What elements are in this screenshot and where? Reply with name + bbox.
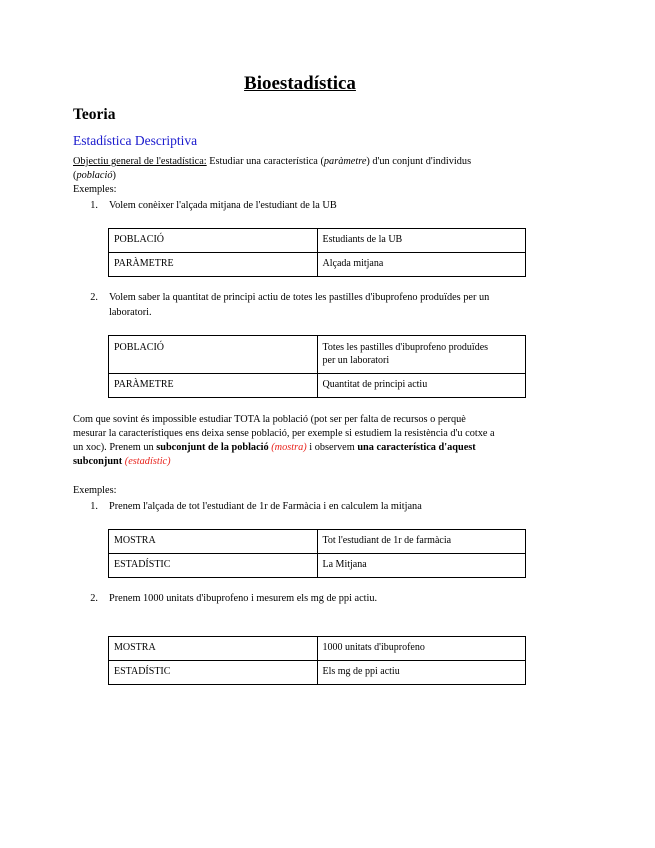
table-cell: MOSTRA <box>109 530 318 554</box>
objective-text-1: Estudiar una característica ( <box>206 156 324 167</box>
list-number: 2. <box>90 292 98 303</box>
table-cell: 1000 unitats d'ibuprofeno <box>317 637 526 661</box>
example-2-line-1: Volem saber la quantitat de principi actiu de totes les pastilles d'ibuprofeno produïdes per un <box>109 292 490 303</box>
document-title: Bioestadística <box>244 73 356 94</box>
table-cell: ESTADÍSTIC <box>109 661 318 685</box>
table-row <box>109 637 526 661</box>
table-cell: Els mg de ppi actiu <box>317 661 526 685</box>
table-cell <box>317 336 526 374</box>
list-number: 1. <box>90 501 98 512</box>
list-number: 1. <box>90 200 98 211</box>
sample-term: (mostra) <box>271 442 307 453</box>
subset-term: subconjunt de la població <box>156 442 269 453</box>
table-row <box>109 229 526 253</box>
paragraph-line-4 <box>73 455 171 469</box>
table-cell: PARÀMETRE <box>109 374 318 398</box>
table-row <box>109 374 526 398</box>
table-row <box>109 530 526 554</box>
objective-label: Objectiu general de l'estadística: <box>73 156 207 167</box>
table-row <box>109 336 526 374</box>
paragraph-line-3 <box>73 441 476 455</box>
parameter-word: paràmetre <box>323 156 367 167</box>
table-cell: Alçada mitjana <box>317 253 526 277</box>
objective-text-3: ( <box>73 170 77 181</box>
subset-word: subconjunt <box>73 456 123 467</box>
table-cell: POBLACIÓ <box>109 336 318 374</box>
table-poblacio-ibuprofeno <box>108 335 526 398</box>
table-cell: La Mitjana <box>317 554 526 578</box>
cell-line: Totes les pastilles d'ibuprofeno produïdes <box>322 342 489 353</box>
examples-label: Exemples: <box>73 485 117 496</box>
population-word: població <box>76 170 113 181</box>
example-1-text: Volem conèixer l'alçada mitjana de l'estudiant de la UB <box>109 200 337 211</box>
list-number: 2. <box>90 593 98 604</box>
statistic-term: (estadístic) <box>124 456 171 467</box>
examples-label: Exemples: <box>73 184 117 195</box>
table-mostra-ibuprofeno <box>108 636 526 685</box>
example-3-text: Prenem l'alçada de tot l'estudiant de 1r de Farmàcia i en calculem la mitjana <box>109 501 422 512</box>
table-poblacio-ub <box>108 228 526 277</box>
paragraph-line-2: mesurar la característiques ens deixa sense població, per exemple si estudiem la resistència d'u cotxe a <box>73 428 495 439</box>
table-cell: POBLACIÓ <box>109 229 318 253</box>
table-cell: MOSTRA <box>109 637 318 661</box>
table-row <box>109 554 526 578</box>
example-2-line-2: laboratori. <box>109 307 152 318</box>
table-cell: Quantitat de principi actiu <box>317 374 526 398</box>
objective-text-2: ) d'un conjunt d'individus <box>366 156 472 167</box>
table-row <box>109 253 526 277</box>
table-cell: ESTADÍSTIC <box>109 554 318 578</box>
subsection-heading: Estadística Descriptiva <box>73 133 198 148</box>
characteristic-term: una característica d'aquest <box>357 442 476 453</box>
cell-line: per un laboratori <box>322 354 390 366</box>
table-mostra-farmacia <box>108 529 526 578</box>
paragraph-line-1: Com que sovint és impossible estudiar TOTA la població (pot ser per falta de recursos o perquè <box>73 414 466 425</box>
objective-line-1 <box>73 155 471 169</box>
example-4-text: Prenem 1000 unitats d'ibuprofeno i mesurem els mg de ppi actiu. <box>109 593 378 604</box>
paragraph-text: i observem <box>306 442 358 453</box>
paragraph-text: un xoc). Prenem un <box>73 442 157 453</box>
objective-line-2 <box>73 169 116 183</box>
objective-text-4: ) <box>112 170 116 181</box>
section-heading: Teoria <box>73 106 116 123</box>
table-cell: Tot l'estudiant de 1r de farmàcia <box>317 530 526 554</box>
table-cell: PARÀMETRE <box>109 253 318 277</box>
table-row <box>109 661 526 685</box>
table-cell: Estudiants de la UB <box>317 229 526 253</box>
